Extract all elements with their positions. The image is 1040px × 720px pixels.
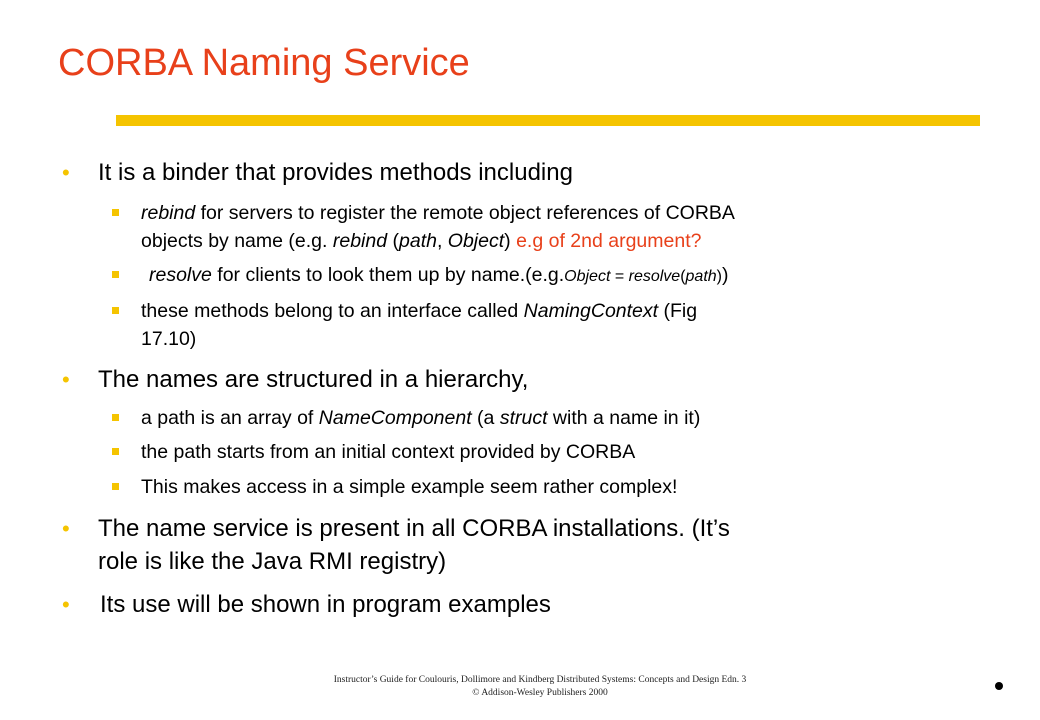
subitem-naming-context-line1: these methods belong to an interface called NamingContext (Fig xyxy=(141,300,698,322)
bullet-name-service-line1: The name service is present in all CORBA installations. (It’s xyxy=(98,515,730,542)
square-bullet-marker xyxy=(112,271,119,278)
bullet-name-service-line2: role is like the Java RMI registry) xyxy=(98,548,447,575)
corner-dot xyxy=(995,682,1003,690)
bullet-marker: • xyxy=(62,367,70,392)
square-bullet-marker xyxy=(112,209,119,216)
subitem-complex-access-text: This makes access in a simple example seem rather complex! xyxy=(141,476,678,498)
square-bullet-marker xyxy=(112,307,119,314)
slide-title: CORBA Naming Service xyxy=(58,42,470,84)
subitem-rebind-line1: rebind for servers to register the remote object references of CORBA xyxy=(141,202,735,224)
footer-line-2: © Addison-Wesley Publishers 2000 xyxy=(472,688,608,698)
bullet-marker: • xyxy=(62,592,70,617)
bullet-text: It is a binder that provides methods including xyxy=(98,159,573,186)
subitem-rebind-line2: objects by name (e.g. rebind (path, Object) e.g of 2nd argument? xyxy=(141,230,702,252)
subitem-path-array-text: a path is an array of NameComponent (a struct with a name in it) xyxy=(141,407,701,429)
subitem-initial-context-text: the path starts from an initial context provided by CORBA xyxy=(141,441,636,463)
square-bullet-marker xyxy=(112,448,119,455)
square-bullet-marker xyxy=(112,483,119,490)
bullet-text: The names are structured in a hierarchy, xyxy=(98,366,529,393)
subitem-resolve-text: resolve for clients to look them up by name.(e.g.Object = resolve(path)) xyxy=(149,264,729,286)
square-bullet-marker xyxy=(112,414,119,421)
bullet-marker: • xyxy=(62,160,70,185)
title-underline-bar xyxy=(116,115,980,126)
bullet-marker: • xyxy=(62,516,70,541)
footer-line-1: Instructor’s Guide for Coulouris, Dollimore and Kindberg Distributed Systems: Concepts and Design Edn. 3 xyxy=(333,675,747,685)
bullet-text: Its use will be shown in program examples xyxy=(100,591,551,618)
subitem-naming-context-line2: 17.10) xyxy=(141,328,197,350)
